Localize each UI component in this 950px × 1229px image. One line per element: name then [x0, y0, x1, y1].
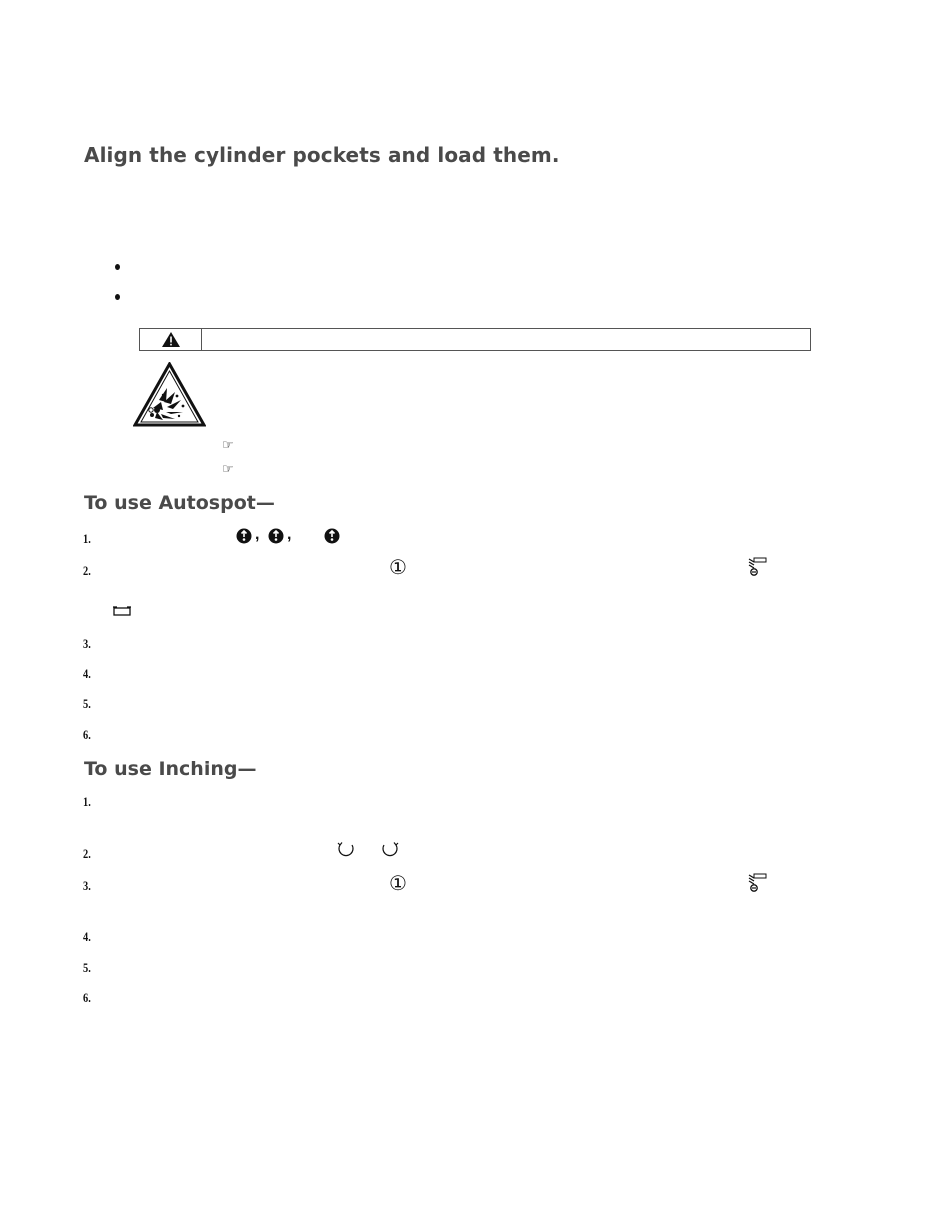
control-lever-icon	[747, 873, 767, 893]
circled-one-icon: ①	[389, 555, 407, 579]
step-number: 4.	[83, 666, 91, 681]
step-number: 3.	[83, 878, 91, 893]
circled-one-icon: ①	[389, 871, 407, 895]
numbered-dial-icon	[324, 528, 340, 544]
step-number: 6.	[83, 727, 91, 742]
step-number: 5.	[83, 960, 91, 975]
explosion-hazard-icon	[133, 362, 206, 427]
warning-box	[139, 328, 811, 351]
section-title-autospot: To use Autospot—	[84, 492, 275, 514]
numbered-dial-icon	[236, 528, 252, 544]
warning-label-cell	[140, 329, 202, 350]
step-number: 5.	[83, 696, 91, 711]
step-number: 6.	[83, 990, 91, 1005]
bullet-marker	[114, 263, 122, 271]
pointing-hand-icon: ☞	[222, 462, 234, 477]
warning-triangle-icon	[140, 329, 202, 350]
control-lever-icon	[747, 557, 767, 577]
step-number: 2.	[83, 563, 91, 578]
rotate-icon	[336, 841, 356, 859]
rotate-icon	[380, 841, 400, 859]
section-title-inching: To use Inching—	[84, 758, 257, 780]
page-title: Align the cylinder pockets and load them.	[84, 143, 560, 167]
numbered-dial-icon	[268, 528, 284, 544]
list-separator: ,	[255, 526, 260, 543]
slot-icon	[112, 605, 132, 617]
step-number: 1.	[83, 794, 91, 809]
step-number: 2.	[83, 846, 91, 861]
step-number: 3.	[83, 636, 91, 651]
list-separator: ,	[287, 526, 292, 543]
step-number: 1.	[83, 531, 91, 546]
bullet-marker	[114, 293, 122, 301]
pointing-hand-icon: ☞	[222, 438, 234, 453]
step-number: 4.	[83, 929, 91, 944]
